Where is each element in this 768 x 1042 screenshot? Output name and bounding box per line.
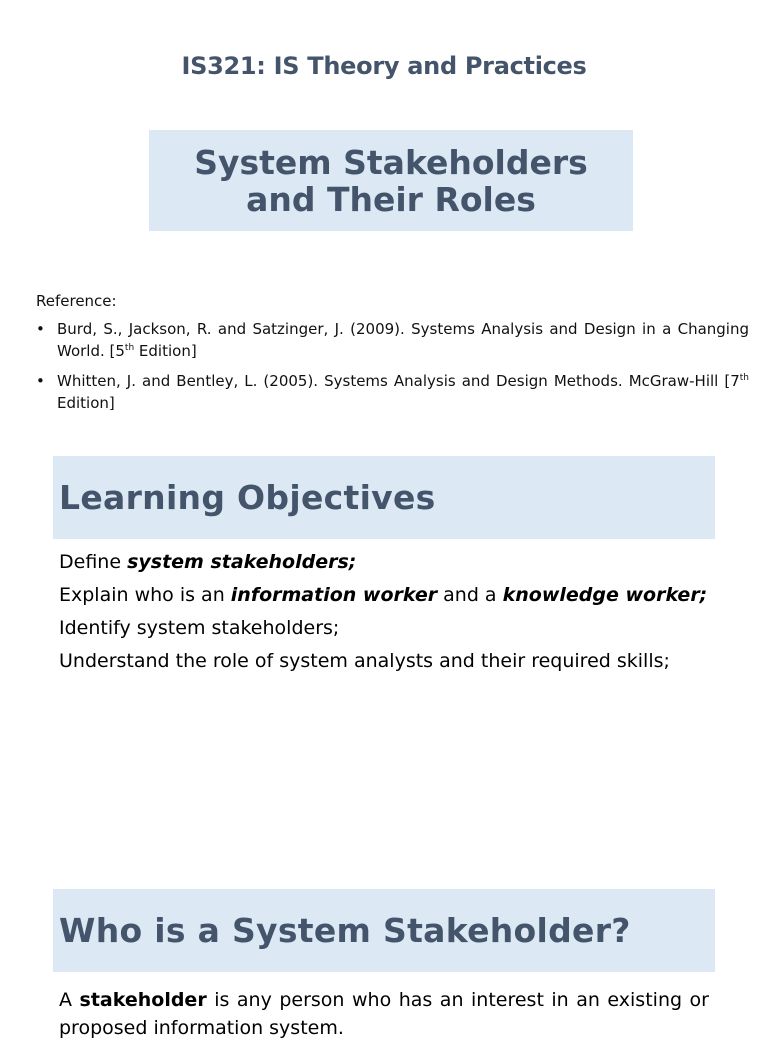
reference-label: Reference: <box>36 292 117 310</box>
stakeholder-term: stakeholder <box>79 989 207 1011</box>
objective-item: Explain who is an information worker and a knowledge worker; <box>59 584 708 606</box>
reference-section <box>36 292 749 422</box>
objective-item: Understand the role of system analysts and their required skills; <box>59 650 670 672</box>
learning-objectives-heading: Learning Objectives <box>59 478 436 517</box>
stakeholder-definition: A stakeholder is any person who has an interest in an existing or proposed information system. <box>59 989 709 1039</box>
lecture-title-box <box>149 130 633 231</box>
course-title: IS321: IS Theory and Practices <box>181 52 587 80</box>
reference-item: • Whitten, J. and Bentley, L. (2005). Systems Analysis and Design Methods. McGraw-Hill [7th Edition] <box>36 372 749 412</box>
bullet-icon: • <box>36 320 45 338</box>
reference-list <box>36 318 749 414</box>
learning-objectives-header <box>53 456 715 539</box>
stakeholder-section-header <box>53 889 715 972</box>
learning-objectives-list <box>59 548 719 680</box>
lecture-title-line-1: System Stakeholders <box>194 142 588 182</box>
stakeholder-heading: Who is a System Stakeholder? <box>59 911 631 950</box>
bullet-icon: • <box>36 372 45 390</box>
objective-item: Define system stakeholders; <box>59 551 357 573</box>
lecture-title-line-2: and Their Roles <box>246 179 536 219</box>
lecture-title <box>194 144 588 218</box>
reference-item: • Burd, S., Jackson, R. and Satzinger, J. (2009). Systems Analysis and Design in a Changing World. [5th Edition] <box>36 320 749 360</box>
objective-item: Identify system stakeholders; <box>59 617 340 639</box>
